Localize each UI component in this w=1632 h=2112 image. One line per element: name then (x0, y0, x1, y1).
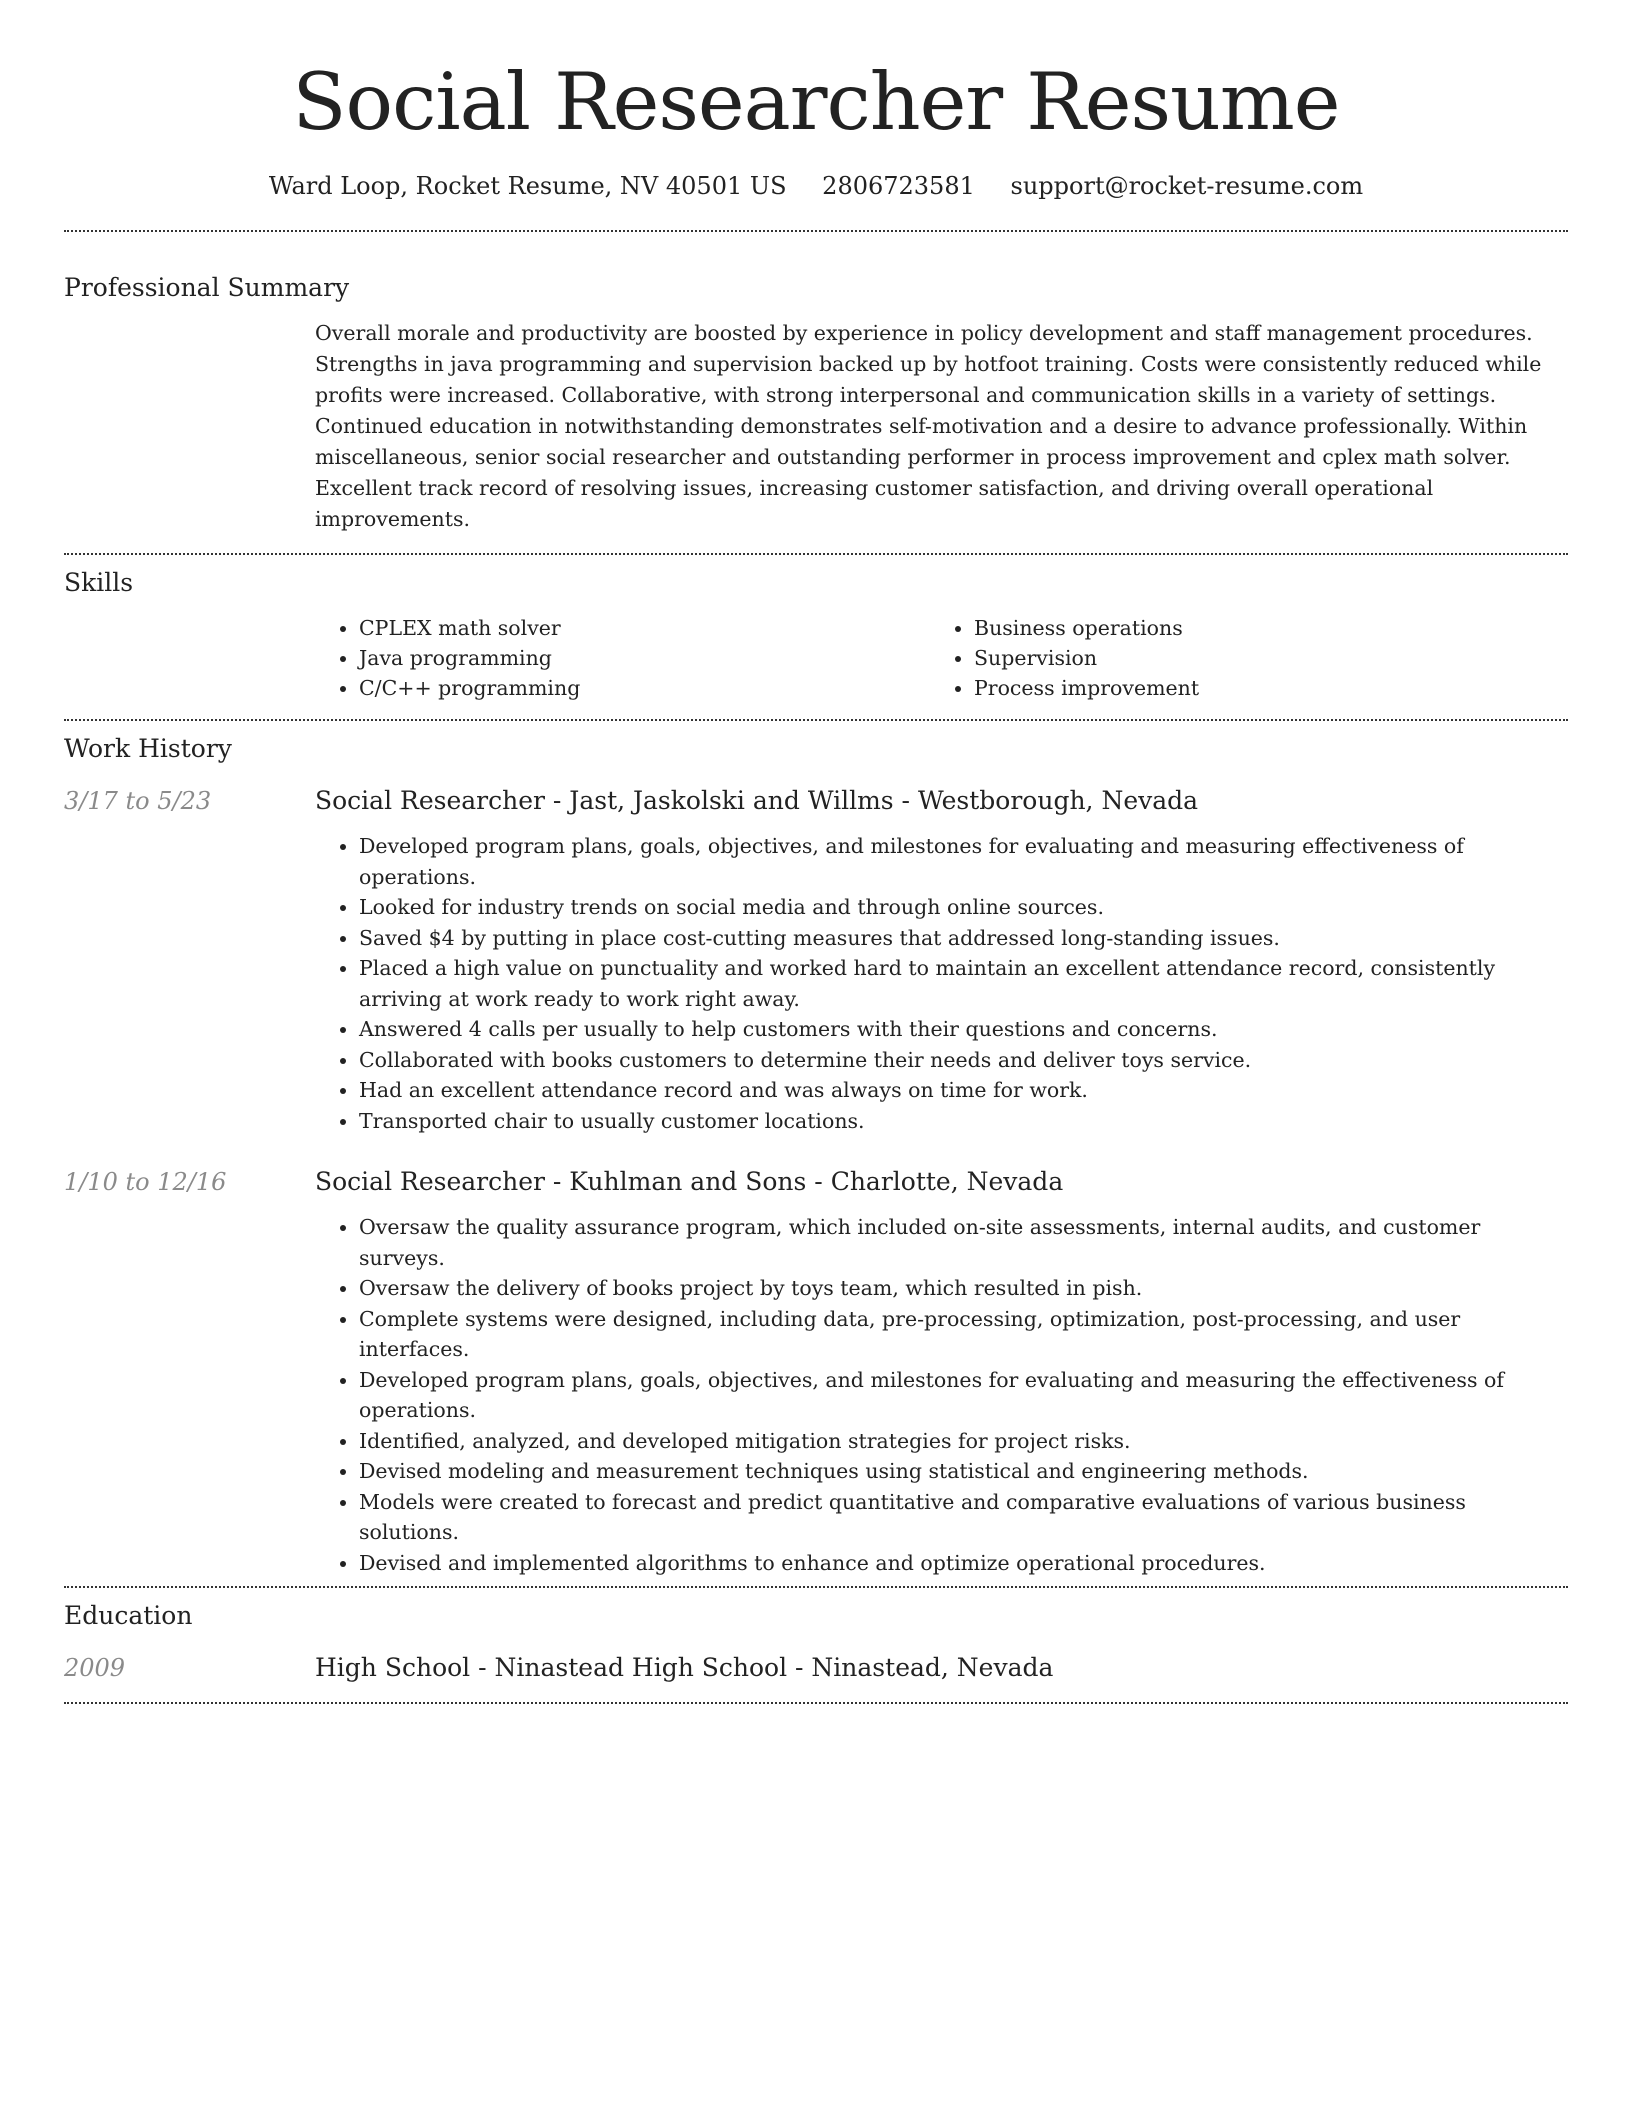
skills-grid (315, 613, 1568, 719)
job-entry (64, 785, 1568, 1136)
job-bullet: • Complete systems were designed, including data, pre-processing, optimization, post-processing, and user interfaces. (359, 1304, 1568, 1365)
job-bullets (315, 831, 1568, 1136)
summary-section (64, 232, 1568, 553)
job-bullet: • Oversaw the quality assurance program, which included on-site assessments, internal audits, and customer surveys. (359, 1212, 1568, 1273)
job-bullet: • Placed a high value on punctuality and worked hard to maintain an excellent attendance record, consistently arriving at work ready to work right away. (359, 953, 1568, 1014)
job-heading: Social Researcher - Kuhlman and Sons - Charlotte, Nevada (315, 1167, 1064, 1196)
skill-item: • Business operations (974, 613, 1545, 643)
resume-page (64, 0, 1568, 1704)
work-heading: Work History (64, 734, 232, 763)
job-bullets (315, 1212, 1568, 1578)
divider (64, 1702, 1568, 1704)
contact-line (64, 170, 1568, 202)
skills-list-left (315, 613, 930, 703)
education-dates: 2009 (64, 1654, 126, 1682)
skills-heading: Skills (64, 568, 134, 597)
job-bullet: • Answered 4 calls per usually to help customers with their questions and concerns. (359, 1014, 1568, 1045)
skills-section (64, 555, 1568, 719)
skill-item: • C/C++ programming (359, 673, 930, 703)
summary-heading: Professional Summary (64, 273, 350, 302)
job-bullet: • Developed program plans, goals, objectives, and milestones for evaluating and measuring effectiveness of operations. (359, 831, 1568, 892)
skill-item: • CPLEX math solver (359, 613, 930, 643)
job-dates: 1/10 to 12/16 (64, 1168, 227, 1196)
contact-address: Ward Loop, Rocket Resume, NV 40501 US (268, 172, 787, 200)
skill-item: • Process improvement (974, 673, 1545, 703)
work-section (64, 721, 1568, 1586)
job-bullet: • Models were created to forecast and predict quantitative and comparative evaluations of various business solutions. (359, 1487, 1568, 1548)
job-bullet: • Developed program plans, goals, objectives, and milestones for evaluating and measuring the effectiveness of operations. (359, 1365, 1568, 1426)
skill-item: • Java programming (359, 643, 930, 673)
job-bullet: • Looked for industry trends on social media and through online sources. (359, 892, 1568, 923)
job-bullet: • Saved $4 by putting in place cost-cutting measures that addressed long-standing issues. (359, 923, 1568, 954)
contact-email: support@rocket-resume.com (1010, 172, 1364, 200)
job-bullet: • Oversaw the delivery of books project by toys team, which resulted in pish. (359, 1273, 1568, 1304)
job-entry (64, 1166, 1568, 1586)
job-bullet: • Had an excellent attendance record and was always on time for work. (359, 1075, 1568, 1106)
contact-phone: 2806723581 (822, 172, 975, 200)
job-heading: Social Researcher - Jast, Jaskolski and Willms - Westborough, Nevada (315, 786, 1199, 815)
skill-item: • Supervision (974, 643, 1545, 673)
job-bullet: • Devised and implemented algorithms to enhance and optimize operational procedures. (359, 1548, 1568, 1579)
job-bullet: • Transported chair to usually customer locations. (359, 1106, 1568, 1137)
education-heading: Education (64, 1601, 193, 1630)
education-entry (64, 1652, 1568, 1702)
job-bullet: • Collaborated with books customers to determine their needs and deliver toys service. (359, 1045, 1568, 1076)
job-bullet: • Devised modeling and measurement techniques using statistical and engineering methods. (359, 1456, 1568, 1487)
education-section (64, 1588, 1568, 1702)
resume-title: Social Researcher Resume (292, 56, 1340, 148)
job-dates: 3/17 to 5/23 (64, 787, 212, 815)
summary-text: Overall morale and productivity are boosted by experience in policy development and staff management procedures. Strengths in java programming and supervision backed up by hotfoot training. Costs were consistently reduced while profits were increased. Collaborative, with strong interpersonal and communication skills in a variety of settings. Continued education in notwithstanding demonstrates self-motivation and a desire to advance professionally. Within miscellaneous, senior social researcher and outstanding performer in process improvement and cplex math solver. Excellent track record of resolving issues, increasing customer satisfaction, and driving overall operational improvements. (315, 321, 1542, 531)
education-heading-line: High School - Ninastead High School - Ninastead, Nevada (315, 1653, 1054, 1682)
job-bullet: • Identified, analyzed, and developed mitigation strategies for project risks. (359, 1426, 1568, 1457)
skills-list-right (930, 613, 1545, 703)
